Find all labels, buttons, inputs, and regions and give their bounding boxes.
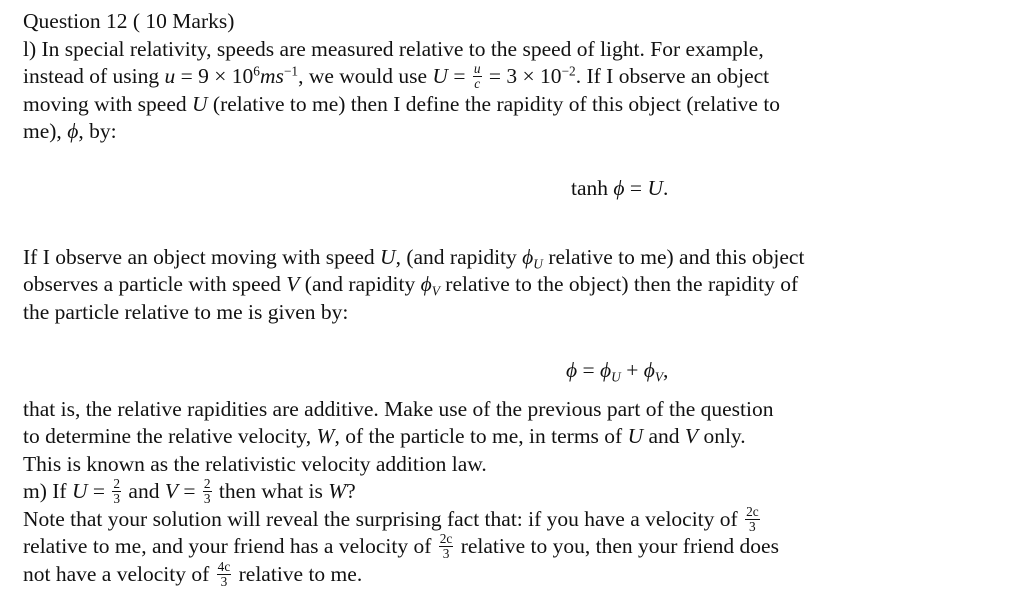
var-U: U	[192, 92, 208, 116]
tanh: tanh	[571, 176, 614, 200]
fraction-two-thirds	[112, 477, 121, 505]
text: and	[123, 479, 165, 503]
frac-num: 2	[113, 476, 121, 492]
text: not have a velocity of	[23, 562, 215, 586]
text: ?	[346, 479, 356, 503]
subscript: U	[611, 369, 621, 385]
part-l-line-3	[23, 91, 780, 118]
frac-num: 2	[203, 476, 211, 492]
text: relative to me) and this object	[542, 245, 805, 269]
part-m-line-1	[23, 478, 356, 507]
frac-den: 3	[113, 490, 121, 506]
exponent: 6	[253, 63, 260, 79]
var-W: W	[316, 424, 335, 448]
exponent: −1	[283, 63, 299, 79]
part-l-line-4	[23, 118, 117, 145]
var-phi: ϕ	[613, 176, 625, 200]
text: = 9 × 10	[175, 64, 254, 88]
text: This is known as the relativistic velocity addition law.	[23, 452, 487, 476]
text: then what is	[213, 479, 329, 503]
question-header	[23, 8, 234, 35]
text: ,	[663, 358, 669, 382]
part-m-line-4	[23, 561, 362, 590]
rapidity-definition-equation	[571, 175, 668, 202]
para2-line-1	[23, 244, 804, 271]
text: =	[177, 479, 201, 503]
var-phi: ϕ	[67, 119, 79, 143]
var-U: U	[647, 176, 663, 200]
text: relative to you, then your friend does	[455, 534, 779, 558]
text: , of the particle to me, in terms of	[334, 424, 628, 448]
text: only.	[698, 424, 746, 448]
para3-line-1	[23, 396, 773, 423]
frac-num: 4c	[217, 559, 231, 575]
subscript: V	[431, 283, 440, 299]
exponent: −2	[561, 63, 576, 79]
frac-den: 3	[220, 573, 228, 589]
text: = 3 × 10	[483, 64, 562, 88]
rapidity-addition-equation	[566, 357, 668, 384]
text: Note that your solution will reveal the surprising fact that: if you have a velocity of	[23, 507, 744, 531]
var-phi: ϕ	[643, 358, 655, 382]
frac-den: 3	[442, 545, 450, 561]
text: =	[577, 358, 601, 382]
para2-line-2	[23, 271, 798, 298]
var-W: W	[328, 479, 347, 503]
text: , we would use	[298, 64, 433, 88]
part-m-line-2	[23, 506, 762, 535]
var-phi: ϕ	[522, 245, 534, 269]
frac-den: 3	[749, 518, 756, 534]
text: relative to the object) then the rapidity of	[439, 272, 799, 296]
para3-line-2	[23, 423, 746, 450]
part-l-label: l)	[23, 37, 37, 61]
fraction-2c-over-3	[745, 505, 760, 533]
var-V: V	[164, 479, 178, 503]
var-V: V	[684, 424, 699, 448]
text: (and rapidity	[299, 272, 421, 296]
text: .	[662, 176, 669, 200]
text: to determine the relative velocity,	[23, 424, 317, 448]
part-l-intro-1: In special relativity, speeds are measured relative to the speed of light. For example,	[41, 37, 764, 61]
text: . If I observe an object	[575, 64, 770, 88]
frac-num: 2c	[746, 504, 759, 520]
text: , (and rapidity	[395, 245, 523, 269]
subscript: U	[533, 256, 543, 272]
text: =	[447, 64, 471, 88]
text: the particle relative to me is given by:	[23, 300, 349, 324]
part-m-label: m) If	[23, 479, 72, 503]
question-header-text: Question 12 ( 10 Marks)	[23, 9, 235, 33]
text: (relative to me) then I define the rapidity of this object (relative to	[207, 92, 781, 116]
text: =	[87, 479, 111, 503]
text: =	[624, 176, 648, 200]
text: +	[620, 358, 644, 382]
part-m-line-3	[23, 533, 779, 562]
var-phi: ϕ	[600, 358, 612, 382]
part-l-line-1	[23, 36, 764, 63]
fraction-2c-over-3	[439, 532, 454, 560]
var-V: V	[286, 272, 300, 296]
var-phi: ϕ	[566, 358, 578, 382]
frac-den: 3	[203, 490, 211, 506]
var-phi: ϕ	[420, 272, 432, 296]
var-u: u	[164, 64, 176, 88]
para2-line-3	[23, 299, 348, 326]
var-U: U	[380, 245, 396, 269]
text: relative to me, and your friend has a velocity of	[23, 534, 437, 558]
text: me),	[23, 119, 68, 143]
text: that is, the relative rapidities are additive. Make use of the previous part of the question	[23, 397, 774, 421]
part-l-line-2	[23, 63, 769, 92]
subscript: V	[654, 369, 663, 385]
var-U: U	[627, 424, 644, 448]
frac-num: 2c	[439, 531, 453, 547]
para3-line-3	[23, 451, 487, 478]
text: relative to me.	[233, 562, 363, 586]
fraction-u-over-c	[473, 62, 482, 90]
text: , by:	[78, 119, 117, 143]
fraction-4c-over-3	[217, 560, 232, 588]
frac-num: u	[473, 61, 481, 77]
fraction-two-thirds	[203, 477, 212, 505]
text: and	[643, 424, 685, 448]
text: observes a particle with speed	[23, 272, 287, 296]
unit-ms: ms	[259, 64, 284, 88]
text: If I observe an object moving with speed	[23, 245, 381, 269]
frac-den: c	[474, 75, 481, 91]
text: instead of using	[23, 64, 165, 88]
var-U: U	[432, 64, 448, 88]
var-U: U	[71, 479, 88, 503]
text: moving with speed	[23, 92, 192, 116]
